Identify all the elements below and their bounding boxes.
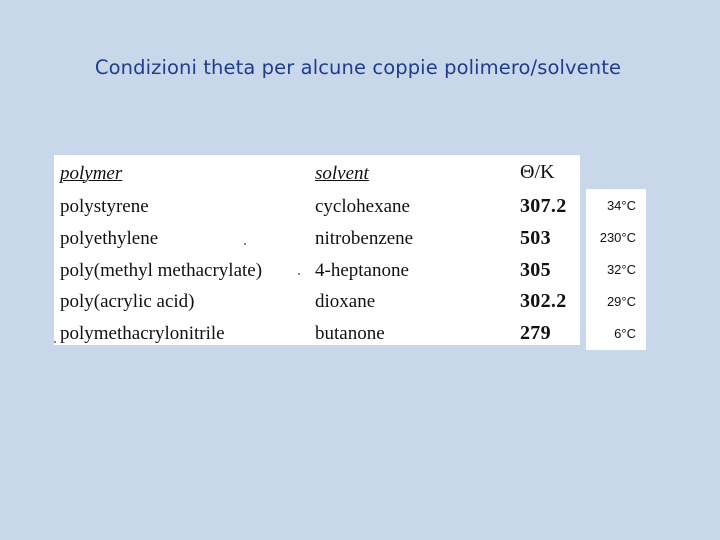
row-1-polymer: polystyrene xyxy=(60,196,149,217)
row-2-polymer: polyethylene xyxy=(60,228,159,249)
celsius-column xyxy=(586,189,646,350)
row-2-solvent: nitrobenzene xyxy=(315,228,414,249)
row-3-solvent: 4-heptanone xyxy=(315,260,409,281)
row-5-theta: 279 xyxy=(520,322,551,344)
row-5-solvent: butanone xyxy=(315,323,385,344)
header-theta: Θ/K xyxy=(520,161,555,183)
celsius-row-3: 32°C xyxy=(606,262,636,277)
row-5-polymer: polymethacrylonitrile xyxy=(60,323,225,344)
row-4-polymer: poly(acrylic acid) xyxy=(60,291,195,312)
row-3-theta: 305 xyxy=(520,259,551,281)
celsius-row-5: 6°C xyxy=(614,326,636,341)
header-solvent: solvent xyxy=(315,163,369,184)
row-4-solvent: dioxane xyxy=(315,291,376,312)
row-3-polymer: poly(methyl methacrylate) xyxy=(60,260,263,281)
celsius-row-4: 29°C xyxy=(606,294,636,309)
row-1-solvent: cyclohexane xyxy=(315,196,410,217)
row-1-theta: 307.2 xyxy=(520,195,567,217)
row-4-theta: 302.2 xyxy=(520,290,567,312)
scan-speck xyxy=(54,341,56,343)
header-polymer: polymer xyxy=(60,163,123,184)
scan-speck xyxy=(244,243,246,245)
row-2-theta: 503 xyxy=(520,227,551,249)
celsius-row-2: 230°C xyxy=(599,230,636,245)
scan-speck xyxy=(298,273,300,275)
celsius-row-1: 34°C xyxy=(606,198,636,213)
slide-title: Condizioni theta per alcune coppie polimero/solvente xyxy=(94,56,622,79)
theta-conditions-table xyxy=(54,155,580,345)
